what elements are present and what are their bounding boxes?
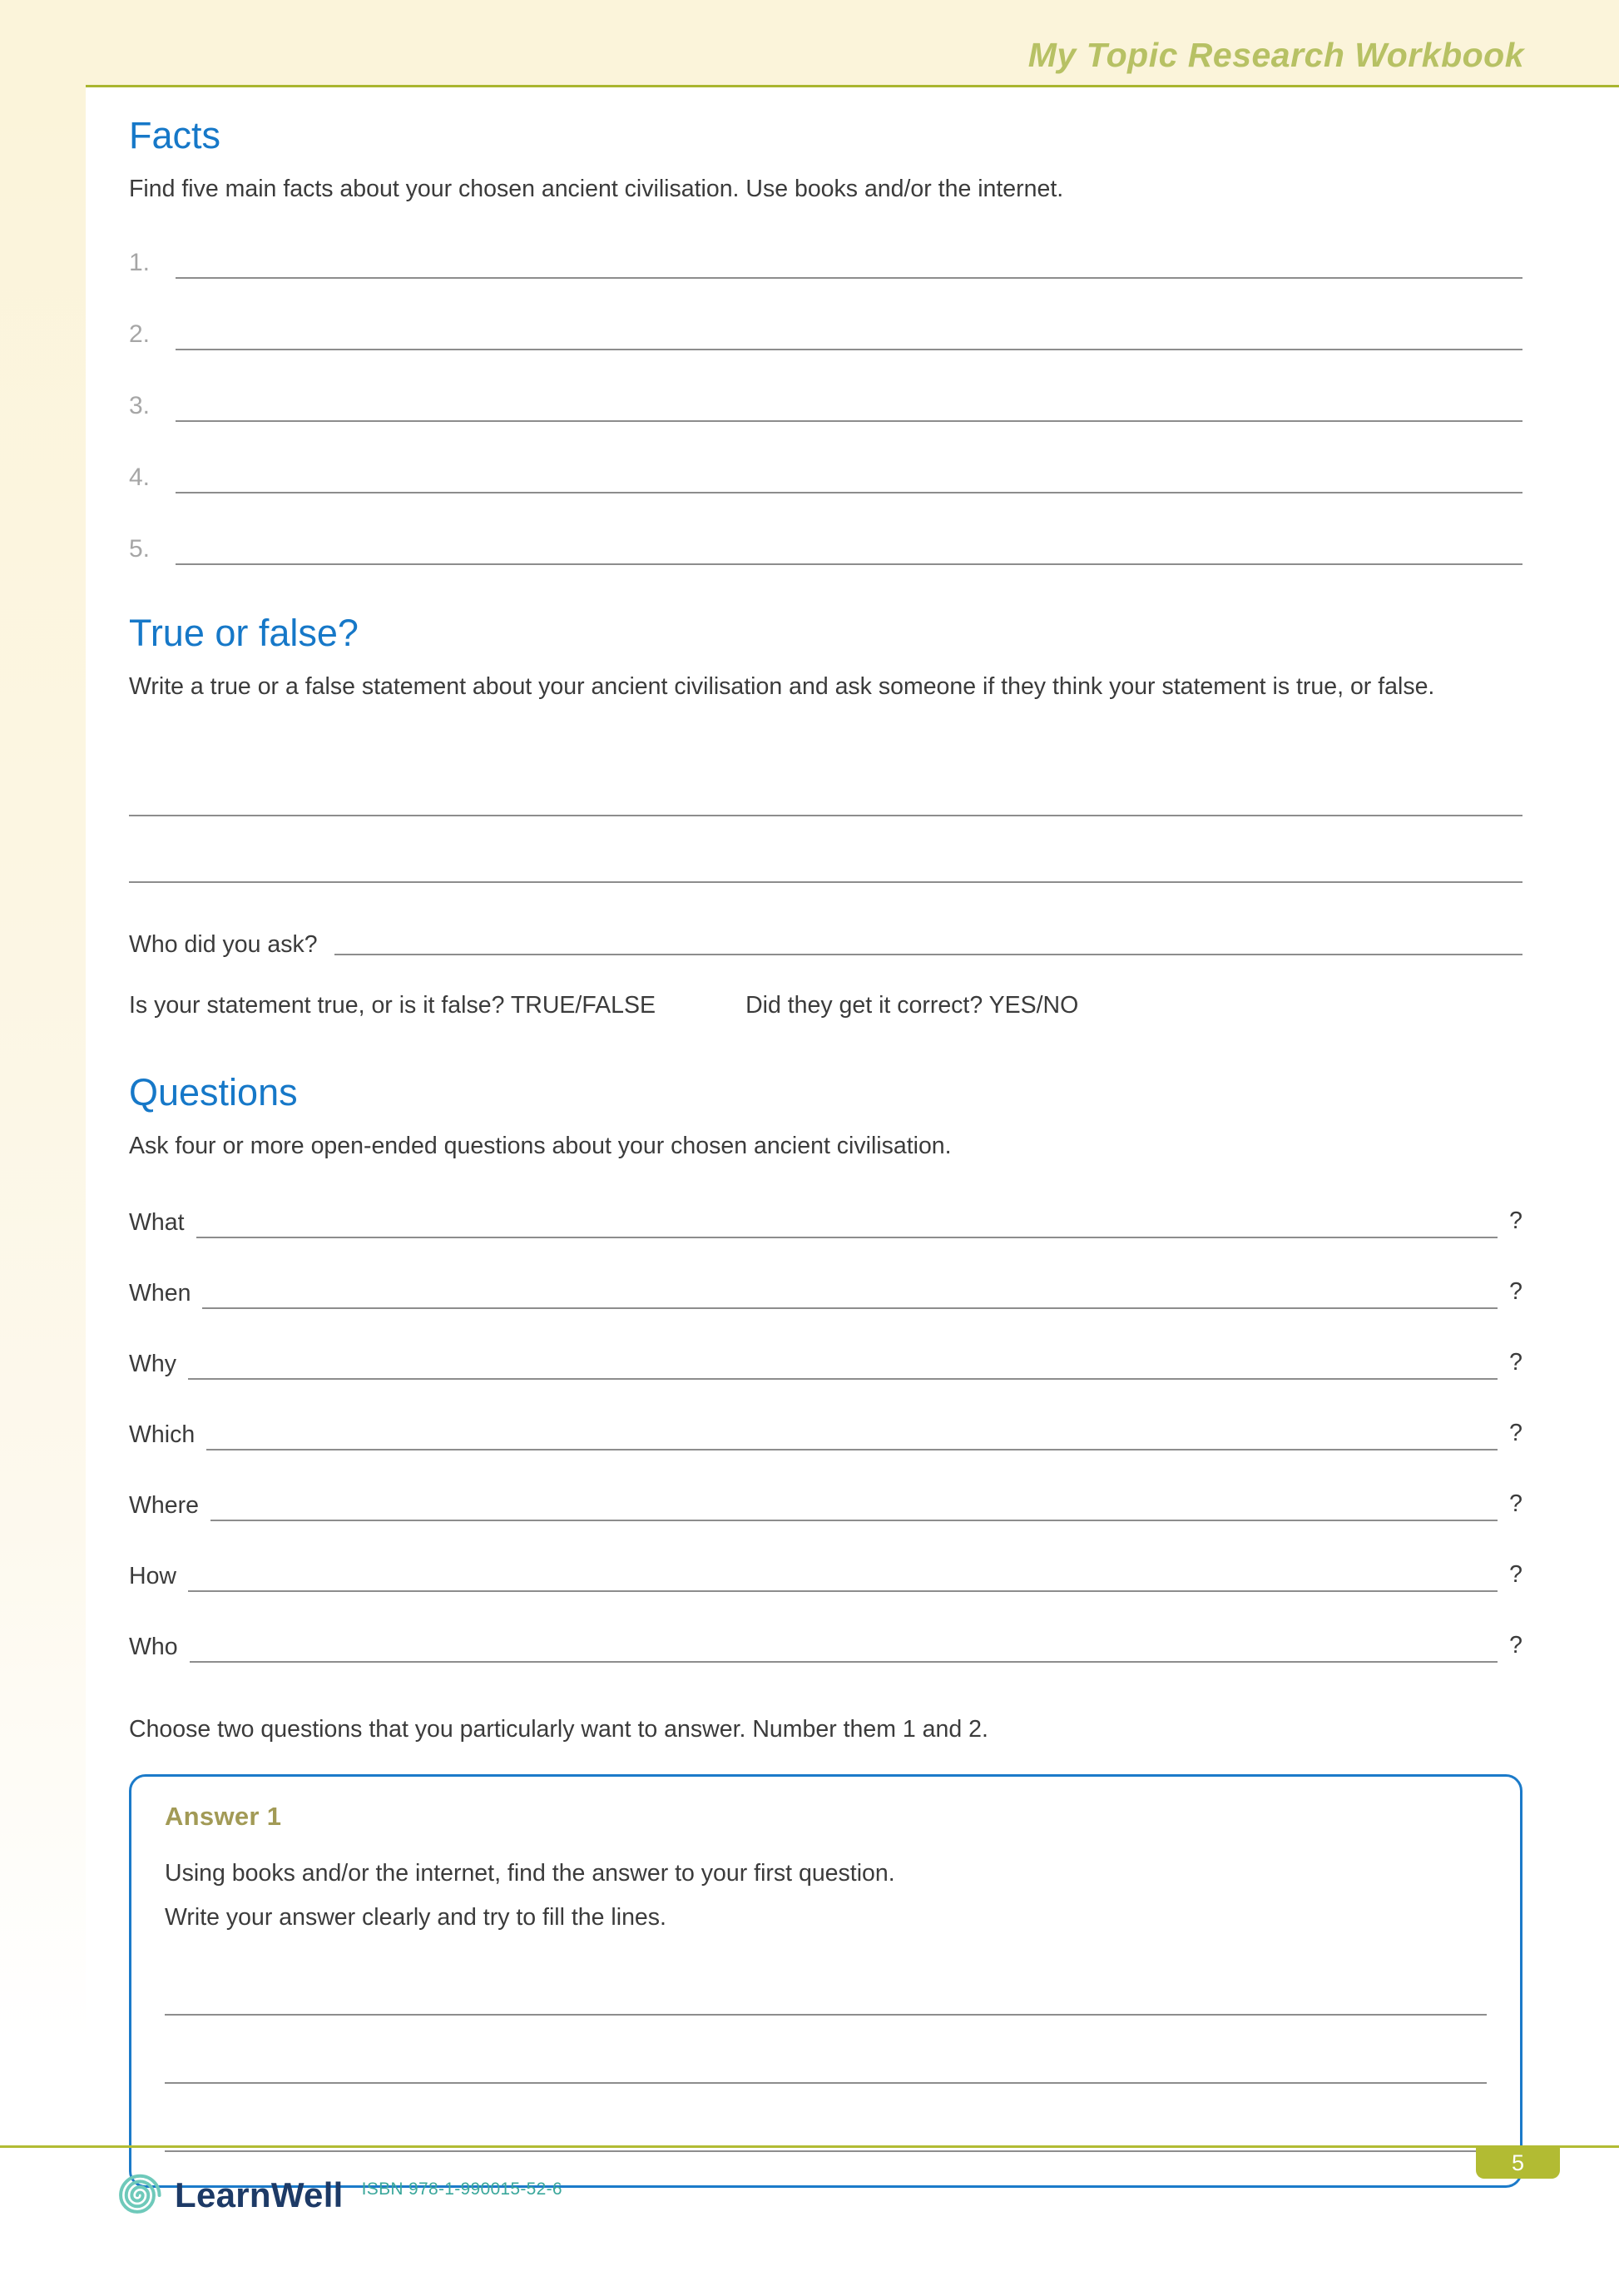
question-line-what (196, 1237, 1498, 1238)
true-or-false-heading: True or false? (129, 611, 359, 654)
question-mark: ? (1509, 1419, 1522, 1446)
answer-1-heading: Answer 1 (165, 1801, 282, 1831)
question-line-which (206, 1449, 1498, 1450)
questions-heading: Questions (129, 1070, 298, 1113)
who-did-you-ask-row (129, 931, 1522, 959)
question-mark: ? (1509, 1560, 1522, 1588)
question-row-why (129, 1314, 1522, 1385)
question-word-why: Why (129, 1350, 176, 1377)
question-line-where (210, 1520, 1498, 1521)
fact-row-1 (129, 207, 1522, 279)
question-line-when (202, 1307, 1498, 1309)
answer-1-instruction-line-1: Using books and/or the internet, find the answer to your first question. (165, 1859, 895, 1887)
question-mark: ? (1509, 1490, 1522, 1517)
question-line-why (188, 1378, 1498, 1380)
who-did-you-ask-label: Who did you ask? (129, 930, 318, 958)
true-false-gap (656, 992, 745, 1019)
question-row-when (129, 1243, 1522, 1314)
correct-yes-no-label: Did they get it correct? YES/NO (745, 991, 1079, 1019)
fact-number-1: 1. (129, 248, 151, 276)
brand-name: LearnWell (175, 2175, 344, 2214)
question-line-who (190, 1661, 1498, 1663)
fact-line-1 (176, 277, 1522, 279)
question-word-when: When (129, 1279, 191, 1307)
question-row-who (129, 1597, 1522, 1668)
question-word-where: Where (129, 1491, 199, 1519)
spiral-icon (111, 2170, 163, 2221)
fact-line-4 (176, 492, 1522, 493)
fact-row-5 (129, 493, 1522, 565)
true-false-row (129, 992, 1522, 1019)
answer-line-3 (165, 2084, 1487, 2152)
fact-row-2 (129, 279, 1522, 350)
true-or-false-intro: Write a true or a false statement about your ancient civilisation and ask someone if they think your statement is true, or false. (129, 672, 1435, 700)
question-row-what (129, 1173, 1522, 1243)
answer-line-1 (165, 1939, 1487, 2016)
fact-number-3: 3. (129, 391, 151, 419)
who-did-you-ask-line (334, 954, 1522, 955)
left-margin-strip (0, 77, 86, 2145)
answer-1-instructions (165, 1852, 1487, 1939)
statement-line-2 (129, 816, 1522, 883)
choose-two-instruction: Choose two questions that you particularly want to answer. Number them 1 and 2. (129, 1715, 988, 1743)
fact-line-5 (176, 563, 1522, 565)
facts-intro: Find five main facts about your chosen ancient civilisation. Use books and/or the internet. (129, 175, 1064, 202)
question-mark: ? (1509, 1207, 1522, 1234)
learnwell-logo (111, 2170, 1619, 2221)
question-mark: ? (1509, 1631, 1522, 1659)
questions-intro: Ask four or more open-ended questions about your chosen ancient civilisation. (129, 1132, 952, 1159)
page-number: 5 (1511, 2150, 1525, 2175)
fact-line-3 (176, 420, 1522, 422)
fact-number-4: 4. (129, 463, 151, 491)
question-word-how: How (129, 1562, 177, 1589)
answer-1-instruction-line-2: Write your answer clearly and try to fill the lines. (165, 1903, 666, 1931)
question-row-how (129, 1526, 1522, 1597)
fact-line-2 (176, 349, 1522, 350)
question-line-how (188, 1590, 1498, 1592)
page-content (129, 87, 1525, 2188)
page-footer (0, 2145, 1619, 2296)
fact-number-2: 2. (129, 320, 151, 348)
statement-true-false-label: Is your statement true, or is it false? TRUE/FALSE (129, 991, 656, 1019)
question-word-who: Who (129, 1633, 178, 1660)
facts-heading: Facts (129, 114, 221, 156)
question-mark: ? (1509, 1348, 1522, 1376)
question-rows (129, 1173, 1522, 1668)
statement-line-1 (129, 755, 1522, 816)
question-row-where (129, 1455, 1522, 1526)
question-mark: ? (1509, 1277, 1522, 1305)
isbn-text: ISBN 978-1-990015-52-6 (361, 2179, 562, 2199)
question-word-which: Which (129, 1421, 196, 1448)
page-header (0, 0, 1619, 87)
question-word-what: What (129, 1208, 185, 1236)
answer-line-2 (165, 2016, 1487, 2084)
fact-row-3 (129, 350, 1522, 422)
fact-row-4 (129, 422, 1522, 493)
workbook-title: My Topic Research Workbook (1027, 36, 1524, 74)
page-number-badge (1476, 2148, 1560, 2179)
question-row-which (129, 1385, 1522, 1455)
answer-1-box (129, 1774, 1525, 2188)
fact-number-5: 5. (129, 534, 151, 563)
